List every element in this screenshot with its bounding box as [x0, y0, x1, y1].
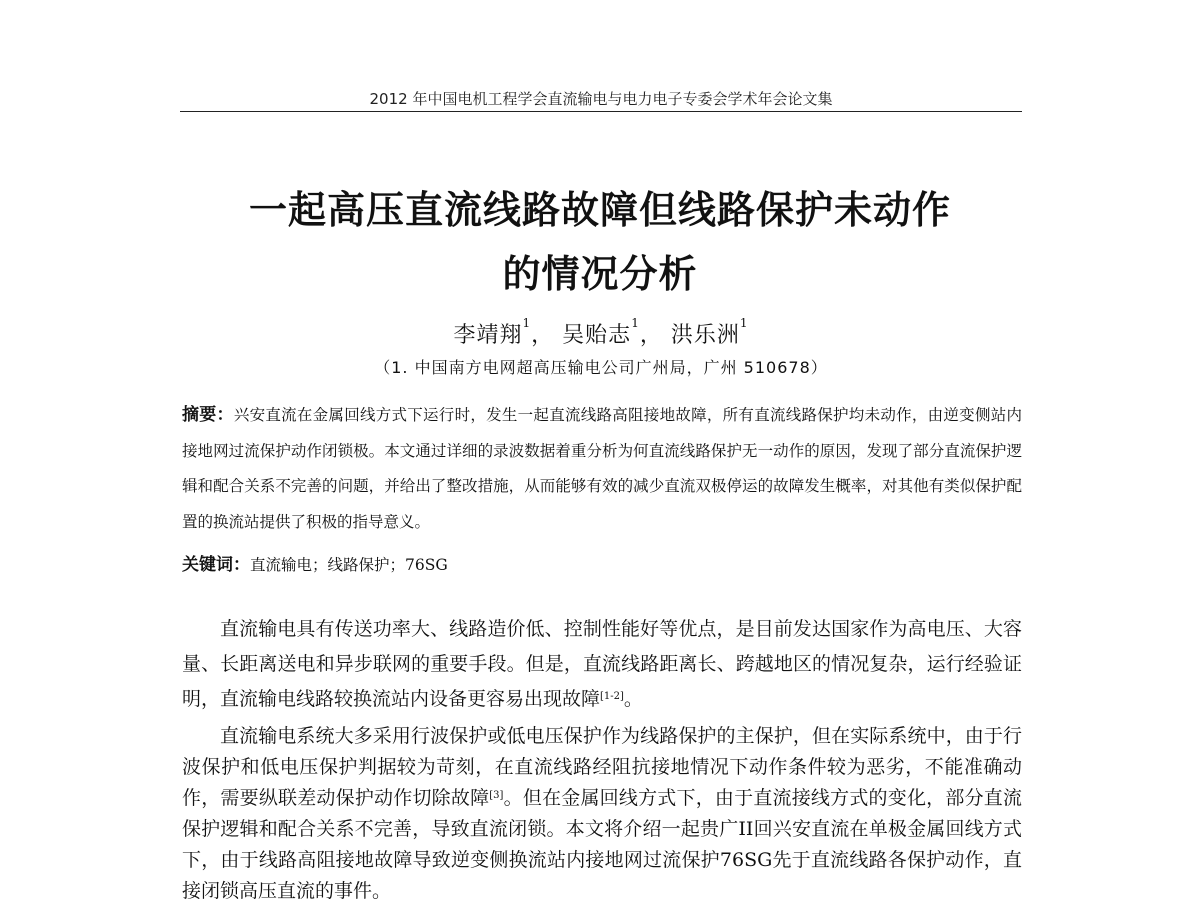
title-line-2: 的情况分析 [502, 252, 698, 296]
paragraph-text-end: 。但在金属回线方式下，由于直流接线方式的变化，部分直流保护逻辑和配合关系不完善，导致直流闭锁。本文将介绍一起贵广II回兴安直流在单极金属回线方式下，由于线路高阻接地故障导致逆变侧换流站内接地网过流保护76SG先于直流线路各保护动作，直接闭锁高压直流的事件。 [182, 787, 1022, 902]
body-paragraph [182, 612, 1022, 717]
running-head: 2012 年中国电机工程学会直流输电与电力电子专委会学术年会论文集 [369, 90, 833, 108]
author-affil-mark: 1 [631, 316, 640, 330]
keywords [182, 550, 1022, 575]
author-separator: ， [531, 323, 555, 348]
paper-title [150, 178, 1050, 306]
author-affil-mark: 1 [739, 316, 749, 330]
author-name: 洪乐洲 [670, 323, 740, 348]
affiliation: （1. 中国南方电网超高压输电公司广州局，广州 510678） [374, 358, 828, 377]
author-affil-mark: 1 [522, 316, 532, 330]
title-line-1: 一起高压直流线路故障但线路保护未动作 [248, 188, 951, 232]
header-rule [180, 111, 1022, 112]
keywords-label: 关键词： [182, 555, 250, 575]
author-separator: ， [639, 323, 663, 348]
keywords-text: 直流输电；线路保护；76SG [250, 556, 448, 574]
author-name: 李靖翔 [453, 323, 523, 348]
paragraph-text: 直流输电具有传送功率大、线路造价低、控制性能好等优点，是目前发达国家作为高电压、大容量、长距离送电和异步联网的重要手段。但是，直流线路距离长、跨越地区的情况复杂，运行经验证明，直流输电线路较换流站内设备更容易出现故障 [182, 618, 1022, 710]
paragraph-text-end: 。 [623, 688, 643, 710]
abstract [182, 398, 1022, 540]
author-list [180, 318, 1022, 349]
citation-mark: [3] [489, 790, 504, 801]
body-paragraph [182, 721, 1022, 907]
abstract-text: 兴安直流在金属回线方式下运行时，发生一起直流线路高阻接地故障，所有直流线路保护均未动作，由逆变侧站内接地网过流保护动作闭锁极。本文通过详细的录波数据着重分析为何直流线路保护无一动作的原因，发现了部分直流保护逻辑和配合关系不完善的问题，并给出了整改措施，从而能够有效的减少直流双极停运的故障发生概率，对其他有类似保护配置的换流站提供了积极的指导意义。 [182, 406, 1022, 531]
author-name: 吴贻志 [562, 323, 632, 348]
citation-mark: [1-2] [600, 691, 624, 702]
paragraph-text: 直流输电系统大多采用行波保护或低电压保护作为线路保护的主保护，但在实际系统中，由于行波保护和低电压保护判据较为苛刻，在直流线路经阻抗接地情况下动作条件较为恶劣，不能准确动作，需要纵联差动保护动作切除故障 [182, 725, 1022, 809]
abstract-label: 摘要： [182, 405, 234, 425]
body-text [182, 612, 1022, 907]
